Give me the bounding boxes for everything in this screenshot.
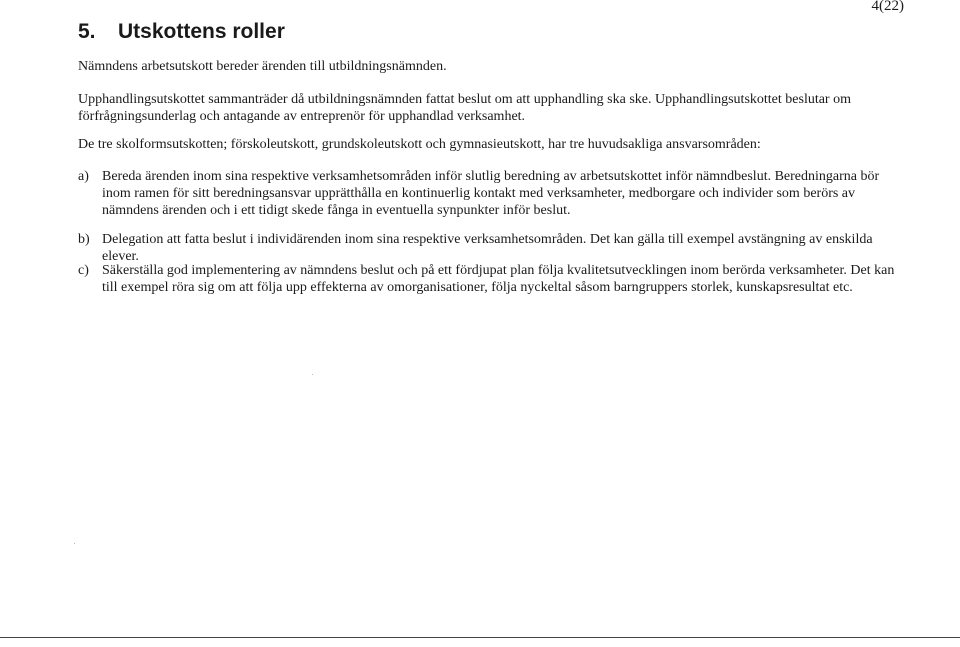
page-number: 4(22): [871, 0, 904, 14]
list-item-a: [78, 168, 908, 219]
section-number: 5.: [78, 20, 96, 43]
scan-speck: [312, 374, 313, 375]
list-marker: b): [78, 232, 90, 247]
bottom-rule: [0, 637, 960, 638]
list-marker: a): [78, 169, 89, 184]
list-marker: c): [78, 263, 89, 278]
list-item-text: Säkerställa god implementering av nämndens beslut och på ett fördjupat plan följa kvalitetsutvecklingen inom berörda verksamheter. Det kan till exempel röra sig om att följa upp effekterna av omorganisationer, följa nyckeltal såsom barngruppers storlek, kunskapsresultat etc.: [102, 263, 895, 295]
section-title: Utskottens roller: [118, 20, 285, 43]
list-item-text: Bereda ärenden inom sina respektive verksamhetsområden inför slutlig beredning av arbetsutskottet inför nämndbeslut. Beredningarna bör inom ramen för sitt beredningsansvar upprätthålla en kontinuerlig kontakt med verksamheter, medborgare och individer som berörs av nämndens ärenden och i ett tidigt skede fånga in eventuella synpunkter inför beslut.: [102, 169, 880, 218]
section-heading: [78, 20, 285, 44]
paragraph-skolformsutskott: De tre skolformsutskotten; förskoleutskott, grundskoleutskott och gymnasieutskott, har tre huvudsakliga ansvarsområden:: [78, 137, 761, 152]
scan-speck: [74, 543, 75, 544]
list-item-text: Delegation att fatta beslut i individärenden inom sina respektive verksamhetsområden. Det kan gälla till exempel avstängning av enskilda elever.: [102, 232, 873, 264]
paragraph-upphandlingsutskott: Upphandlingsutskottet sammanträder då utbildningsnämnden fattat beslut om att upphandling ska ske. Upphandlingsutskottet beslutar om förfrågningsunderlag och antagande av entreprenör för upphandlad verksamhet.: [78, 92, 851, 124]
list-item-b: [78, 231, 908, 265]
paragraph-arbetsutskott: Nämndens arbetsutskott bereder ärenden till utbildningsnämnden.: [78, 59, 447, 74]
list-item-c: [78, 262, 908, 296]
